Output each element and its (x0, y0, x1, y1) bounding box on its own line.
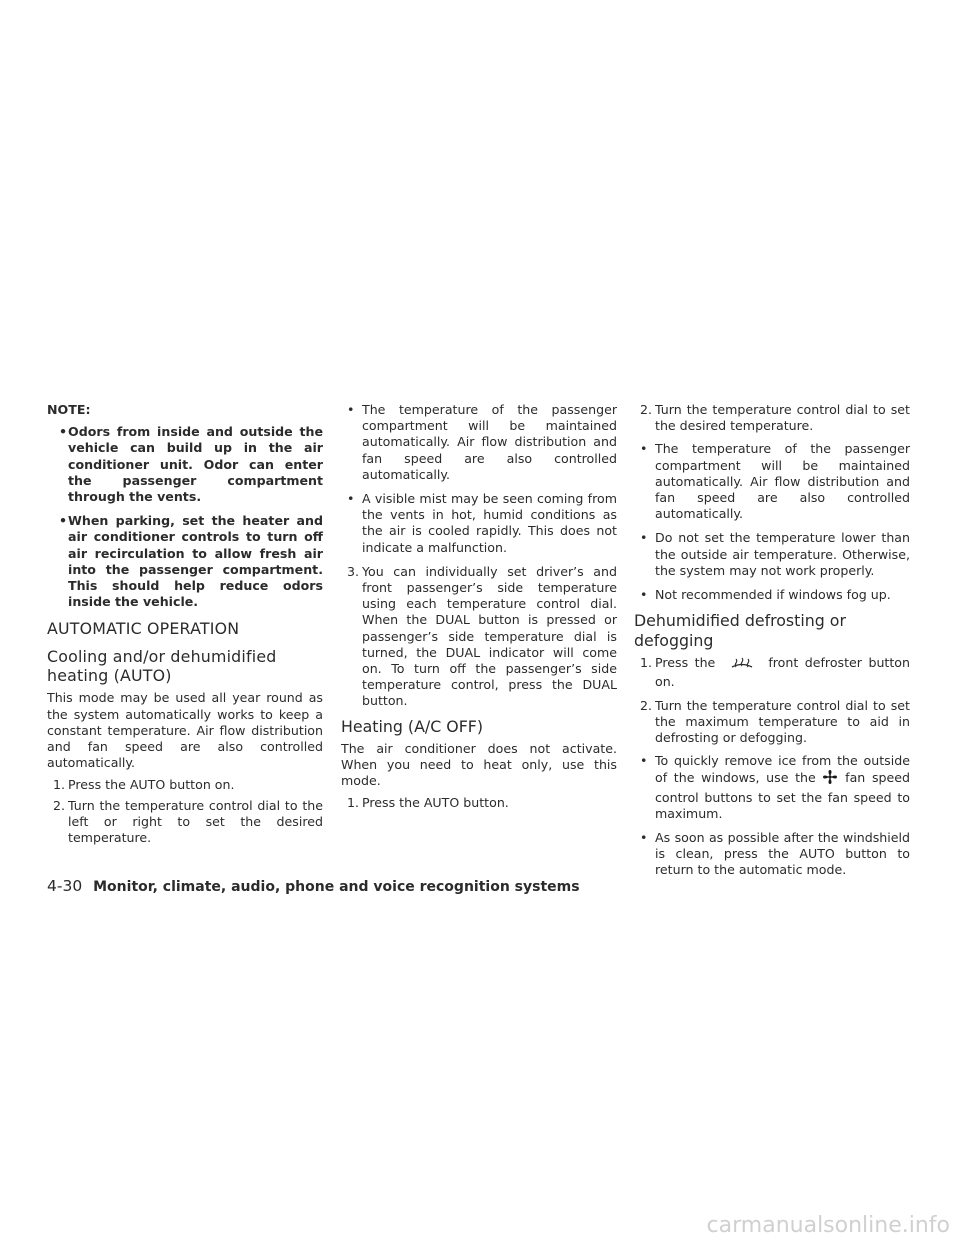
list-item (341, 564, 617, 710)
list-item (634, 402, 910, 434)
step-text: Turn the temperature control dial to set the desired temperature. (655, 402, 910, 434)
heading-heating: Heating (A/C OFF) (341, 716, 484, 736)
bullet-dot: • (640, 587, 648, 603)
page-footer (47, 876, 580, 897)
note-bullet (47, 424, 323, 505)
heading-defrosting: Dehumidified defrosting or defogging (634, 611, 846, 651)
step-number: 1. (53, 777, 66, 793)
list-item (341, 402, 617, 483)
bullet-text: As soon as possible after the windshield is clean, press the AUTO button to return to the automatic mode. (655, 830, 910, 878)
step-text: You can individually set driver’s and front passenger’s side temperature using each temperature control dial. When the DUAL button is pressed or passenger’s side temperature dial is turned, the DUAL indicator will come on. To turn off the passenger’s side temperature control, press the DUAL button. (362, 563, 617, 709)
bullet-dot: • (59, 513, 68, 529)
note-bullet (47, 513, 323, 610)
step-text: Turn the temperature control dial to set the maximum temperature to aid in defrosting or defogging. (655, 697, 910, 746)
bullet-text: To quickly remove ice from the outside of the windows, use the (655, 753, 910, 786)
step-number: 2. (640, 402, 653, 417)
step-number: 1. (347, 795, 360, 811)
bullet-dot: • (640, 753, 648, 769)
note-title: NOTE: (47, 402, 91, 417)
bullet-text: Do not set the temperature lower than the outside air temperature. Otherwise, the system may not work properly. (655, 530, 910, 578)
list-item (634, 441, 910, 522)
bullet-dot: • (640, 830, 648, 846)
step-text: front defroster button on. (655, 655, 910, 690)
watermark: carmanualsonline.info (706, 1213, 950, 1238)
bullet-dot: • (640, 441, 648, 457)
bullet-dot: • (59, 424, 68, 440)
heading-cooling: Cooling and/or dehumidified heating (AUTO) (47, 647, 277, 686)
bullet-dot: • (347, 491, 355, 507)
step-number: 2. (640, 697, 653, 713)
step-number: 3. (347, 563, 360, 579)
list-item (634, 698, 910, 747)
heading-automatic-operation: AUTOMATIC OPERATION (47, 619, 240, 639)
list-item (341, 795, 617, 811)
bullet-dot: • (347, 402, 355, 417)
column-2 (341, 402, 617, 818)
note-bullet-text: Odors from inside and outside the vehicle can build up in the air conditioner unit. Odor can enter the passenger compartment through the vents. (68, 424, 323, 505)
step-text: Press the AUTO button on. (68, 777, 235, 793)
step-number: 2. (53, 797, 66, 813)
list-item (634, 830, 910, 879)
bullet-dot: • (640, 530, 648, 546)
step-text: Turn the temperature control dial to the left or right to set the desired temperature. (68, 797, 323, 846)
list-item (634, 587, 910, 603)
step-text: Press the AUTO button. (362, 795, 509, 811)
list-item (634, 655, 910, 690)
list-item (634, 530, 910, 579)
list-item (341, 491, 617, 556)
bullet-text: Not recommended if windows fog up. (655, 587, 891, 603)
section-title: Monitor, climate, audio, phone and voice recognition systems (93, 879, 580, 895)
note-bullet-text: When parking, set the heater and air conditioner controls to turn off air recirculation to allow fresh air into the passenger compartment. This should help reduce odors inside the vehicle. (68, 513, 323, 610)
bullet-text: fan speed control buttons to set the fan speed to maximum. (655, 770, 910, 821)
cooling-intro: This mode may be used all year round as the system automatically works to keep a constant temperature. Air flow distribution and fan speed are also controlled automatically. (47, 690, 323, 771)
page-number: 4-30 (47, 877, 83, 895)
fan-icon (822, 769, 838, 789)
step-text: Press the (655, 655, 716, 671)
bullet-text: The temperature of the passenger compartment will be maintained automatically. Air flow distribution and fan speed are also controlled automatically. (362, 402, 617, 482)
column-3 (634, 402, 910, 887)
bullet-text: A visible mist may be seen coming from the vents in hot, humid conditions as the air is cooled rapidly. This does not indicate a malfunction. (362, 491, 617, 555)
front-defroster-icon (722, 656, 762, 674)
step-number: 1. (640, 655, 653, 671)
heating-intro: The air conditioner does not activate. When you need to heat only, use this mode. (341, 740, 617, 789)
list-item (47, 777, 323, 793)
column-1 (47, 402, 323, 853)
list-item (634, 753, 910, 822)
list-item (47, 798, 323, 847)
bullet-text: The temperature of the passenger compartment will be maintained automatically. Air flow distribution and fan speed are also controlled automatically. (655, 441, 910, 522)
